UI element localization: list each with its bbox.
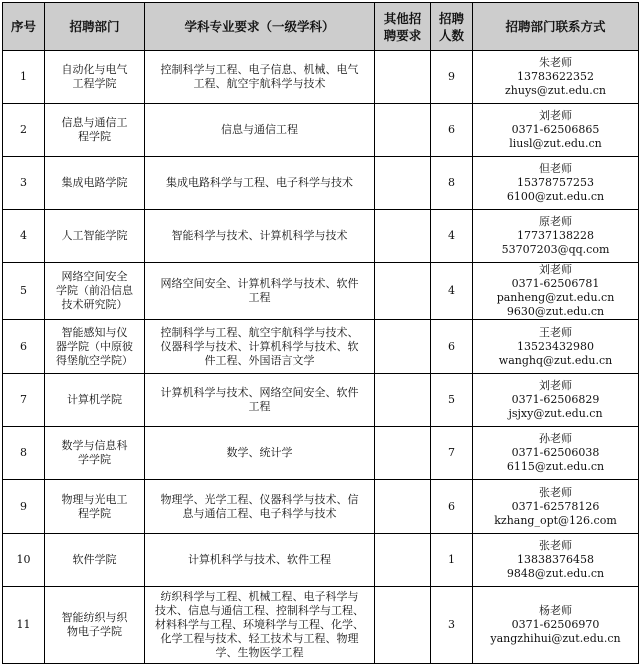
row-number: 9: [3, 480, 45, 534]
major-line: 纺织科学与工程、机械工程、电子科学与: [160, 590, 359, 603]
recruit-count: 8: [431, 157, 473, 210]
contact-line: 刘老师: [539, 263, 572, 276]
row-number: 7: [3, 374, 45, 427]
major-line: 控制科学与工程、航空宇航科学与技术、: [160, 325, 359, 339]
recruitment-table: [2, 2, 639, 664]
department-cell: [45, 374, 145, 427]
row-number: 1: [3, 51, 45, 104]
table-row: [3, 51, 639, 104]
major-line: 物理学、光学工程、仪器科学与技术、信: [160, 492, 359, 506]
other-requirements-cell: [375, 210, 431, 263]
department-cell: [45, 104, 145, 157]
department-cell: [45, 51, 145, 104]
department-line: 网络空间安全: [61, 270, 128, 283]
row-number: 11: [3, 587, 45, 664]
department-cell: [45, 320, 145, 374]
contact-line: 9630@zut.edu.cn: [506, 305, 605, 318]
contact-line: 张老师: [539, 485, 572, 499]
department-line: 数学与信息科: [61, 439, 128, 452]
contact-line: jsjxy@zut.edu.cn: [508, 407, 603, 420]
row-number: 6: [3, 320, 45, 374]
table-row: [3, 374, 639, 427]
contact-line: 0371-62506829: [511, 393, 600, 406]
other-requirements-cell: [375, 587, 431, 664]
major-cell: [145, 427, 375, 480]
major-line: 件工程、外国语言文学: [204, 353, 315, 367]
department-line: 器学院（中原彼: [56, 339, 133, 353]
contact-line: 9848@zut.edu.cn: [506, 567, 605, 580]
recruit-count: 6: [431, 480, 473, 534]
major-line: 计算机科学与技术、软件工程: [188, 553, 331, 566]
contact-line: liusl@zut.edu.cn: [509, 137, 602, 150]
major-cell: [145, 374, 375, 427]
contact-line: 0371-62578126: [511, 499, 600, 513]
contact-line: 53707203@qq.com: [501, 243, 610, 256]
other-requirements-cell: [375, 374, 431, 427]
table-row: [3, 104, 639, 157]
department-cell: [45, 210, 145, 263]
major-line: 智能科学与技术、计算机科学与技术: [171, 229, 348, 242]
contact-cell: [473, 210, 639, 263]
recruit-count: 6: [431, 104, 473, 157]
department-line: 得堡航空学院）: [56, 353, 133, 367]
table-row: [3, 587, 639, 664]
header-contact: 招聘部门联系方式: [473, 3, 639, 51]
row-number: 2: [3, 104, 45, 157]
department-cell: [45, 157, 145, 210]
contact-cell: [473, 51, 639, 104]
major-line: 信息与通信工程: [221, 123, 298, 136]
major-cell: [145, 263, 375, 320]
major-line: 材料科学与工程、环境科学与工程、化学、: [155, 618, 364, 631]
major-line: 数学、统计学: [226, 446, 293, 459]
contact-line: 17737138228: [517, 229, 594, 242]
department-line: 集成电路学院: [61, 176, 128, 189]
major-cell: [145, 587, 375, 664]
major-line: 工程、航空宇航科学与技术: [193, 77, 326, 90]
header-major: 学科专业要求（一级学科）: [145, 3, 375, 51]
contact-line: 王老师: [539, 325, 572, 339]
recruit-count: 5: [431, 374, 473, 427]
recruit-count: 6: [431, 320, 473, 374]
contact-line: wanghq@zut.edu.cn: [498, 353, 613, 367]
department-line: 学院（前沿信息: [56, 284, 133, 297]
table-row: [3, 480, 639, 534]
major-line: 网络空间安全、计算机科学与技术、软件: [160, 277, 359, 290]
row-number: 10: [3, 534, 45, 587]
department-line: 计算机学院: [67, 393, 122, 406]
contact-line: 刘老师: [539, 109, 572, 122]
recruit-count: 4: [431, 210, 473, 263]
contact-line: 6100@zut.edu.cn: [506, 190, 605, 203]
table-row: [3, 210, 639, 263]
contact-cell: [473, 104, 639, 157]
contact-line: 13783622352: [517, 70, 594, 83]
contact-cell: [473, 374, 639, 427]
contact-line: 13838376458: [517, 553, 594, 566]
major-cell: [145, 157, 375, 210]
recruit-count: 4: [431, 263, 473, 320]
header-other: 其他招聘要求: [375, 3, 431, 51]
department-cell: [45, 534, 145, 587]
other-requirements-cell: [375, 51, 431, 104]
other-requirements-cell: [375, 320, 431, 374]
major-cell: [145, 51, 375, 104]
contact-line: 但老师: [539, 162, 572, 175]
contact-line: 原老师: [539, 215, 572, 228]
contact-line: zhuys@zut.edu.cn: [505, 84, 606, 97]
contact-line: 15378757253: [517, 176, 594, 189]
row-number: 8: [3, 427, 45, 480]
major-line: 控制科学与工程、电子信息、机械、电气: [160, 63, 359, 76]
contact-cell: [473, 587, 639, 664]
table-row: [3, 320, 639, 374]
contact-cell: [473, 320, 639, 374]
table-row: [3, 427, 639, 480]
contact-line: 0371-62506865: [511, 123, 600, 136]
recruit-count: 7: [431, 427, 473, 480]
department-line: 技术研究院）: [61, 298, 128, 311]
department-cell: [45, 427, 145, 480]
department-line: 工程学院: [72, 77, 117, 90]
major-cell: [145, 320, 375, 374]
contact-cell: [473, 480, 639, 534]
contact-line: 刘老师: [539, 379, 572, 392]
header-dept: 招聘部门: [45, 3, 145, 51]
contact-line: 6115@zut.edu.cn: [506, 460, 605, 473]
contact-line: 0371-62506038: [511, 446, 600, 459]
major-cell: [145, 104, 375, 157]
row-number: 3: [3, 157, 45, 210]
contact-cell: [473, 263, 639, 320]
department-cell: [45, 480, 145, 534]
major-line: 计算机科学与技术、网络空间安全、软件: [160, 386, 359, 399]
contact-line: 0371-62506970: [511, 618, 600, 631]
other-requirements-cell: [375, 157, 431, 210]
contact-cell: [473, 427, 639, 480]
department-cell: [45, 587, 145, 664]
department-line: 智能感知与仪: [61, 325, 128, 339]
major-line: 化学工程与技术、轻工技术与工程、物理: [160, 632, 359, 645]
table-row: [3, 263, 639, 320]
contact-line: panheng@zut.edu.cn: [496, 291, 615, 304]
major-line: 息与通信工程、电子科学与技术: [182, 506, 337, 520]
department-line: 信息与通信工: [61, 116, 128, 129]
other-requirements-cell: [375, 480, 431, 534]
other-requirements-cell: [375, 534, 431, 587]
major-cell: [145, 210, 375, 263]
contact-line: 13523432980: [517, 339, 594, 353]
department-line: 物理与光电工: [61, 492, 128, 506]
header-count: 招聘人数: [431, 3, 473, 51]
contact-line: yangzhihui@zut.edu.cn: [490, 632, 621, 645]
major-line: 技术、信息与通信工程、控制科学与工程、: [155, 604, 364, 617]
other-requirements-cell: [375, 427, 431, 480]
major-line: 工程: [248, 400, 271, 413]
department-line: 学学院: [78, 453, 111, 466]
major-line: 学、生物医学工程: [215, 646, 304, 659]
row-number: 4: [3, 210, 45, 263]
department-line: 程学院: [78, 130, 111, 143]
header-row: [3, 3, 639, 51]
major-line: 集成电路科学与工程、电子科学与技术: [166, 176, 353, 189]
department-line: 物电子学院: [67, 625, 122, 638]
table-row: [3, 534, 639, 587]
contact-cell: [473, 157, 639, 210]
recruit-count: 9: [431, 51, 473, 104]
contact-line: 0371-62506781: [511, 277, 600, 290]
recruit-count: 3: [431, 587, 473, 664]
major-line: 工程: [248, 291, 271, 304]
department-line: 程学院: [78, 506, 111, 520]
contact-line: 孙老师: [539, 432, 572, 445]
contact-cell: [473, 534, 639, 587]
other-requirements-cell: [375, 104, 431, 157]
table-row: [3, 157, 639, 210]
other-requirements-cell: [375, 263, 431, 320]
department-cell: [45, 263, 145, 320]
major-cell: [145, 534, 375, 587]
header-no: 序号: [3, 3, 45, 51]
major-cell: [145, 480, 375, 534]
department-line: 软件学院: [72, 553, 117, 566]
department-line: 自动化与电气: [61, 63, 128, 76]
contact-line: 朱老师: [539, 56, 572, 69]
recruit-count: 1: [431, 534, 473, 587]
row-number: 5: [3, 263, 45, 320]
contact-line: 张老师: [539, 539, 572, 552]
department-line: 人工智能学院: [61, 229, 128, 242]
department-line: 智能纺织与织: [61, 611, 128, 624]
contact-line: 杨老师: [539, 604, 572, 617]
major-line: 仪器科学与技术、计算机科学与技术、软: [160, 339, 359, 353]
contact-line: kzhang_opt@126.com: [494, 513, 617, 527]
